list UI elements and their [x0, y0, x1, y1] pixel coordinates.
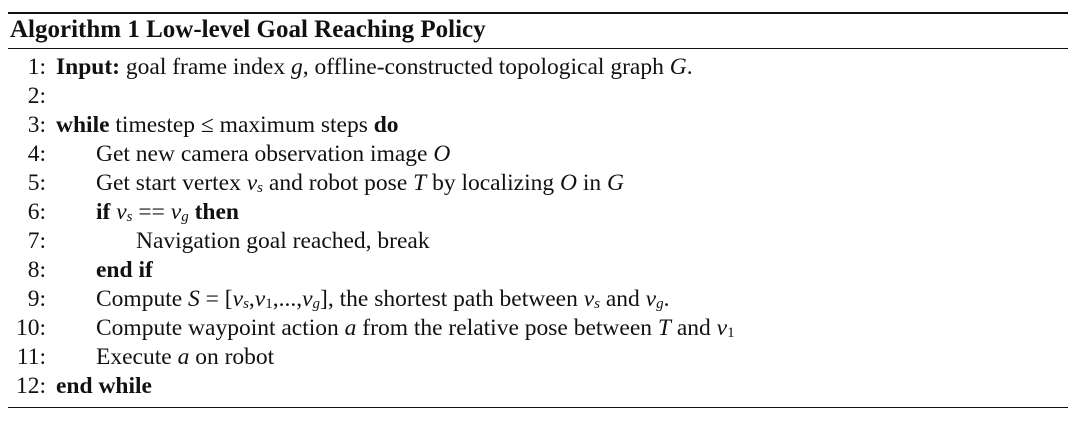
text: Get start vertex	[96, 170, 247, 196]
text: Execute	[96, 344, 178, 370]
math-var: T	[413, 170, 427, 196]
algorithm-line	[8, 314, 1068, 343]
math-var: a	[177, 344, 190, 370]
math-var: g	[290, 54, 303, 80]
algorithm-line	[8, 169, 1068, 198]
math-var: v	[246, 170, 258, 196]
line-number: 3:	[27, 112, 46, 138]
line-content	[136, 227, 430, 256]
text: ==	[132, 199, 171, 225]
keyword: do	[373, 112, 399, 138]
algorithm-line	[8, 82, 1068, 111]
math-subscript: 1	[727, 325, 735, 341]
text: goal frame index	[120, 54, 291, 80]
line-number: 7:	[27, 228, 46, 254]
math-subscript: g	[656, 296, 664, 312]
line-number: 6:	[27, 199, 46, 225]
text: , offline-constructed topological graph	[302, 54, 670, 80]
math-var: v	[254, 286, 266, 312]
line-number: 4:	[27, 141, 46, 167]
algorithm-line	[8, 198, 1068, 227]
bottom-rule	[8, 407, 1068, 408]
text: from the relative pose between	[356, 315, 658, 341]
math-subscript: 1	[265, 296, 273, 312]
line-number: 11:	[16, 344, 46, 370]
line-content	[56, 53, 693, 82]
algorithm-line	[8, 372, 1068, 401]
keyword: then	[194, 199, 239, 225]
algorithm-line	[8, 140, 1068, 169]
math-var: a	[344, 315, 357, 341]
algorithm-line	[8, 227, 1068, 256]
math-var: S	[188, 286, 200, 312]
math-var: v	[170, 199, 182, 225]
line-content	[56, 372, 152, 401]
line-number: 12:	[15, 373, 46, 399]
math-subscript: s	[257, 180, 264, 196]
keyword: end while	[56, 373, 152, 399]
line-content	[96, 285, 669, 314]
math-subscript: s	[594, 296, 600, 312]
math-var: v	[232, 286, 244, 312]
line-content	[56, 111, 399, 140]
line-content	[96, 314, 735, 343]
text: timestep ≤ maximum steps	[109, 112, 374, 138]
line-content	[96, 256, 153, 285]
line-content	[96, 343, 274, 372]
math-subscript: s	[243, 296, 249, 312]
math-var: O	[433, 141, 451, 167]
math-var: G	[669, 54, 687, 80]
line-content	[96, 140, 450, 169]
algorithm-line	[8, 343, 1068, 372]
math-subscript: g	[312, 296, 321, 312]
algorithm-label: Algorithm 1	[10, 16, 140, 43]
math-var: v	[583, 286, 595, 312]
math-var: G	[607, 170, 625, 196]
algorithm-line	[8, 256, 1068, 285]
algorithm-box	[8, 12, 1068, 408]
keyword: while	[56, 112, 110, 138]
algorithm-line	[8, 53, 1068, 82]
algorithm-title: Low-level Goal Reaching Policy	[146, 16, 486, 43]
line-number: 10:	[15, 315, 46, 341]
line-number: 5:	[27, 170, 46, 196]
algorithm-caption	[8, 14, 1068, 48]
keyword: end if	[96, 257, 153, 283]
text: = [	[199, 286, 233, 312]
text: Compute	[96, 286, 189, 312]
text: and robot pose	[263, 170, 414, 196]
text: ], the shortest path between	[320, 286, 584, 312]
line-content	[96, 198, 239, 227]
text: ,	[248, 286, 255, 312]
text: Get new camera observation image	[96, 141, 434, 167]
algorithm-line	[8, 285, 1068, 314]
text: .	[686, 54, 693, 80]
algorithm-lines	[8, 49, 1068, 401]
math-subscript: s	[126, 209, 133, 225]
line-number: 2:	[27, 83, 46, 109]
algorithm-line	[8, 111, 1068, 140]
text: and	[670, 315, 717, 341]
math-var: T	[657, 315, 671, 341]
text: Navigation goal reached, break	[136, 228, 430, 254]
text: on robot	[189, 344, 275, 370]
text: and	[599, 286, 646, 312]
keyword: if	[96, 199, 111, 225]
math-var: v	[302, 286, 313, 312]
text: .	[663, 286, 670, 312]
line-content	[96, 169, 624, 198]
math-var: O	[560, 170, 577, 196]
text: in	[577, 170, 608, 196]
text: by localizing	[426, 170, 561, 196]
math-subscript: g	[181, 209, 189, 225]
math-var: v	[116, 199, 127, 225]
keyword: Input:	[56, 54, 121, 80]
text: ,...,	[272, 286, 303, 312]
math-var: v	[645, 286, 657, 312]
line-number: 9:	[27, 286, 46, 312]
line-number: 1:	[27, 54, 46, 80]
math-var: v	[716, 315, 728, 341]
line-number: 8:	[27, 257, 46, 283]
text: Compute waypoint action	[96, 315, 345, 341]
